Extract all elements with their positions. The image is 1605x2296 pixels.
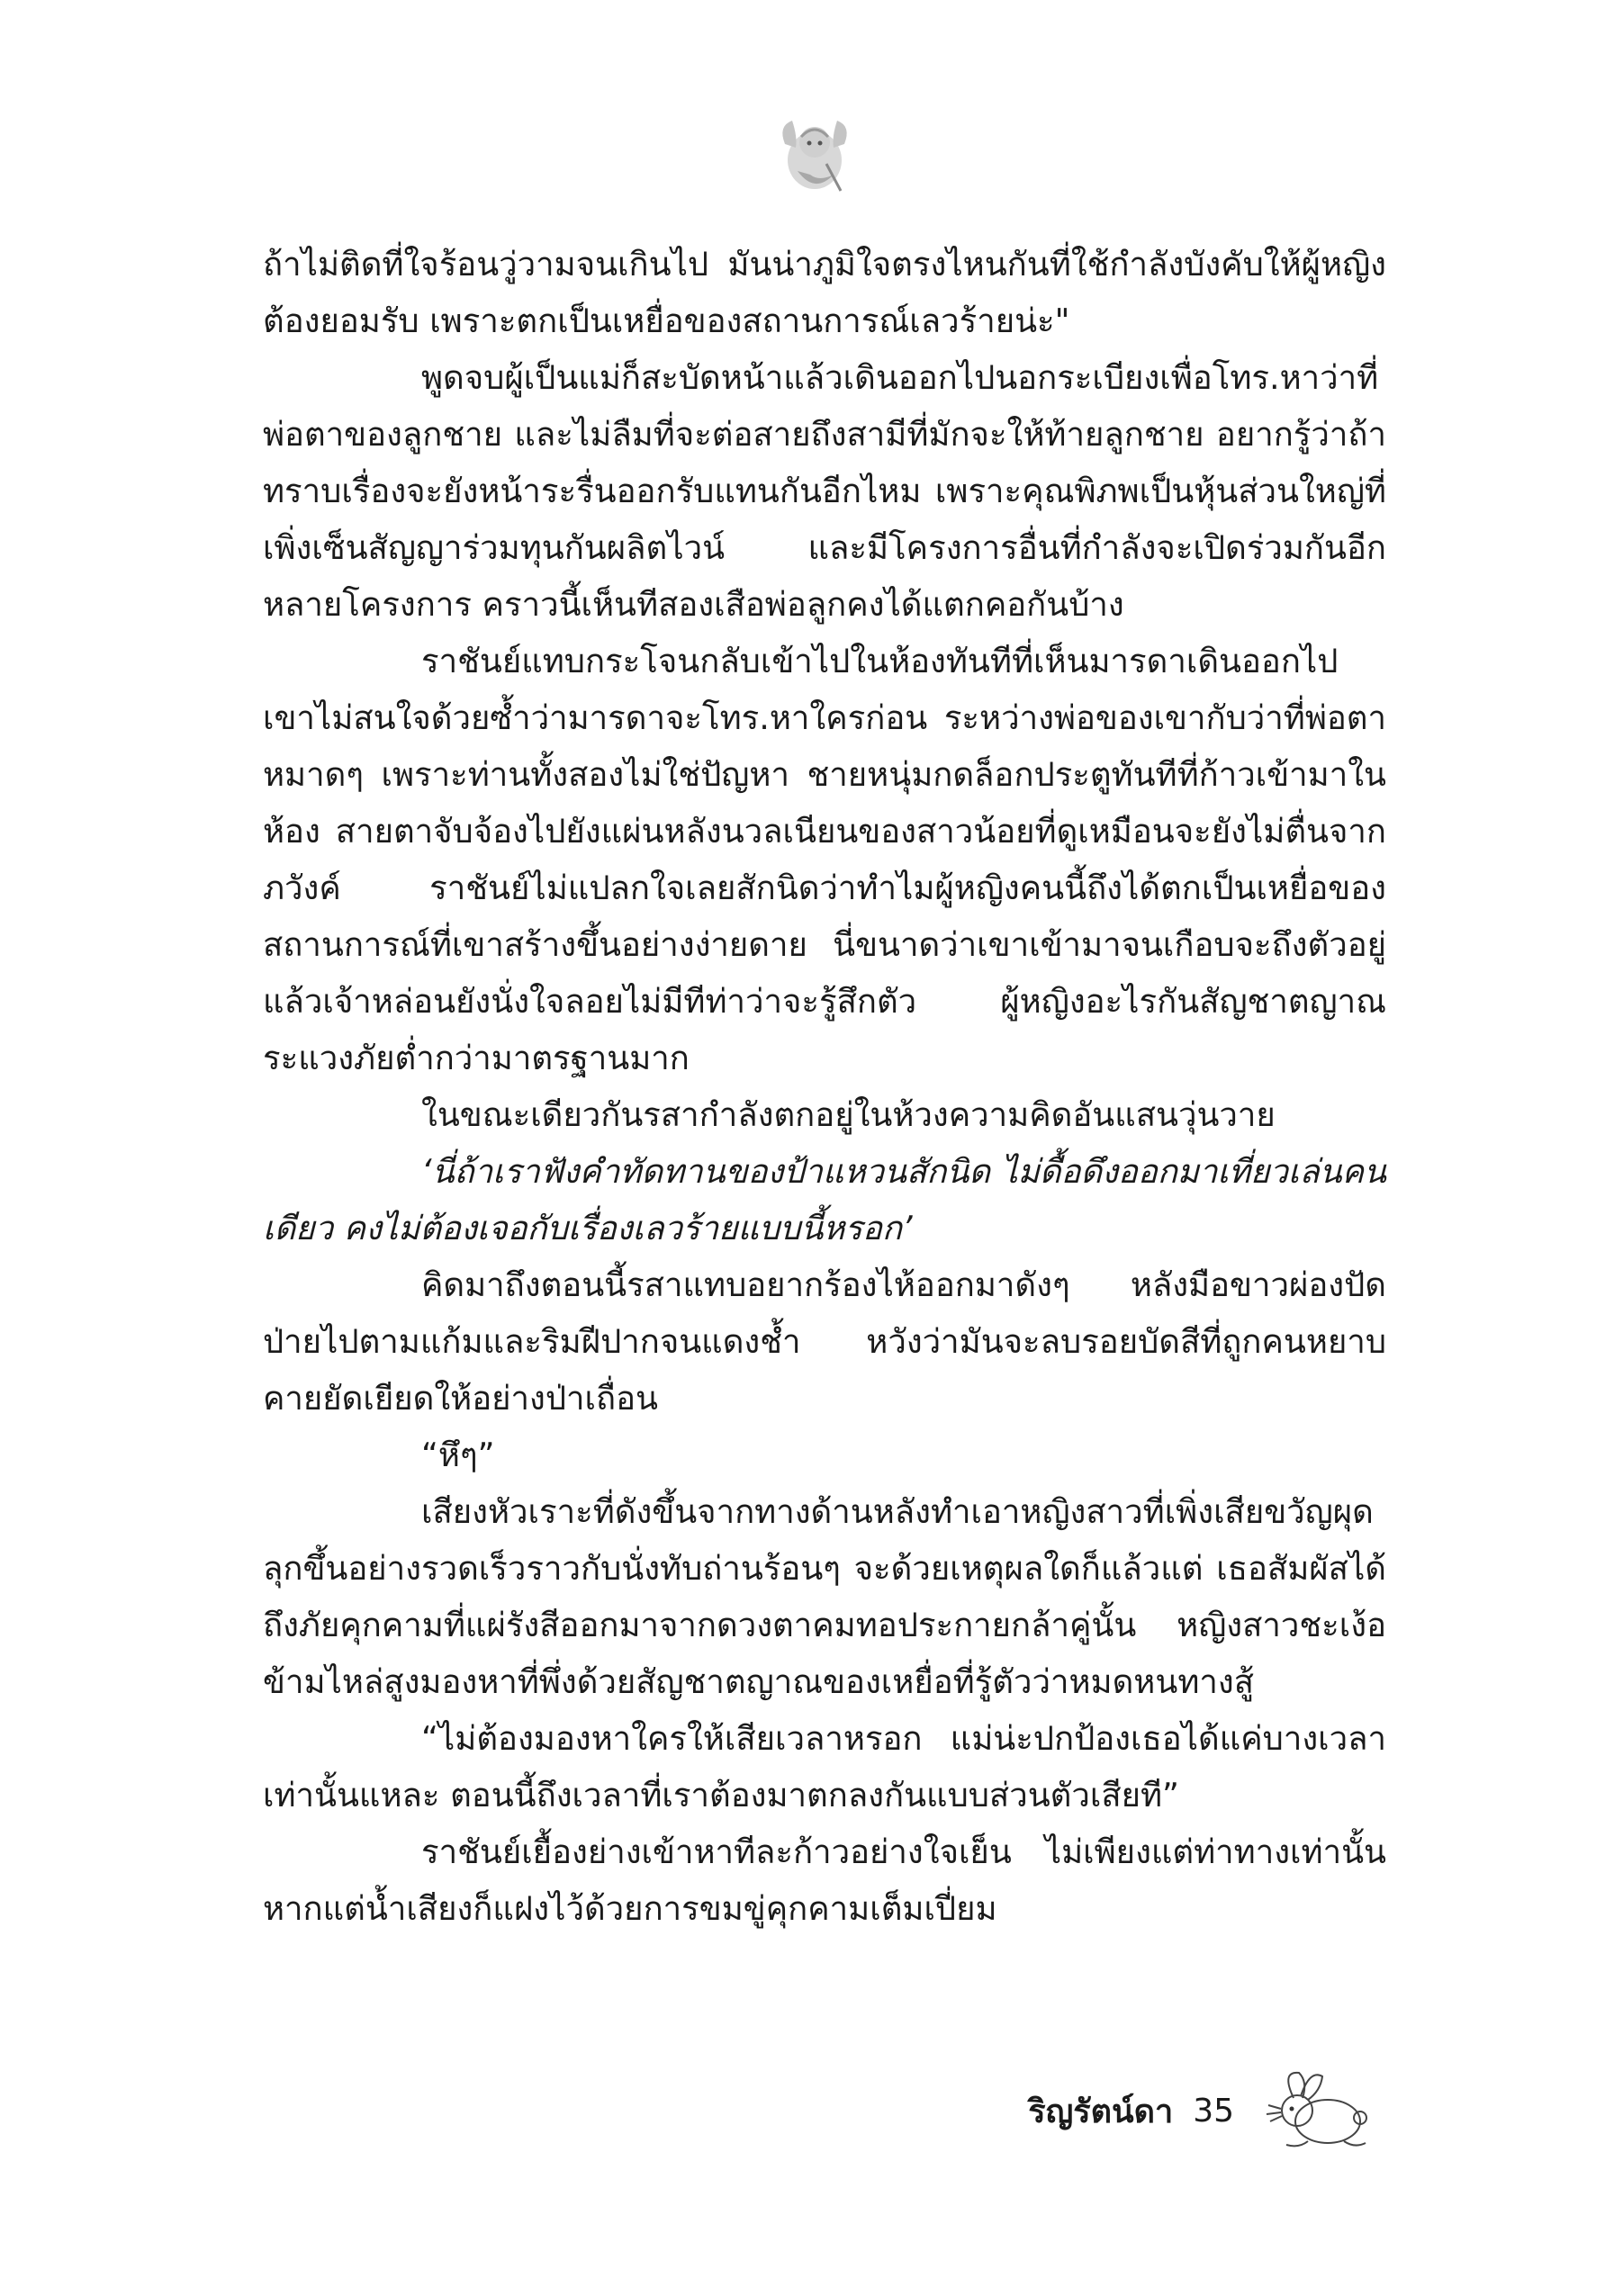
page-footer bbox=[1028, 2066, 1389, 2156]
paragraph: คิดมาถึงตอนนี้รสาแทบอยากร้องไห้ออกมาดังๆ หลังมือขาวผ่องปัดป่ายไปตามแก้มและริมฝีปากจนแดงช้ำ หวังว่ามันจะลบรอยบัดสีที่ถูกคนหยาบคายยัดเยียดให้อย่างป่าเถื่อน bbox=[263, 1265, 1386, 1418]
paragraph: ‘นี่ถ้าเราฟังคำทัดทานของป้าแหวนสักนิด ไม่ดื้อดึงออกมาเที่ยวเล่นคนเดียว คงไม่ต้องเจอกับเรื่องเลวร้ายแบบนี้หรอก’ bbox=[263, 1152, 1386, 1247]
rabbit-icon bbox=[1254, 2066, 1389, 2156]
paragraph: ราชันย์เยื้องย่างเข้าหาทีละก้าวอย่างใจเย็น ไม่เพียงแต่ท่าทางเท่านั้นหากแต่น้ำเสียงก็แฝงไว้ด้วยการขมขู่คุกคามเต็มเปี่ยม bbox=[263, 1832, 1386, 1928]
author-name: ริญรัตน์ดา bbox=[1028, 2093, 1174, 2130]
paragraph: เสียงหัวเราะที่ดังขึ้นจากทางด้านหลังทำเอาหญิงสาวที่เพิ่งเสียขวัญผุดลุกขึ้นอย่างรวดเร็วราวกับนั่งทับถ่านร้อนๆ จะด้วยเหตุผลใดก็แล้วแต่ เธอสัมผัสได้ถึงภัยคุกคามที่แผ่รังสีออกมาจากดวงตาคมทอประกายกล้าคู่นั้น หญิงสาวชะเง้อข้ามไหล่สูงมองหาที่พึ่งด้วยสัญชาตญาณของเหยื่อที่รู้ตัวว่าหมดหนทางสู้ bbox=[263, 1492, 1386, 1701]
paragraph: พูดจบผู้เป็นแม่ก็สะบัดหน้าแล้วเดินออกไปนอกระเบียงเพื่อโทร.หาว่าที่พ่อตาของลูกชาย และไม่ลืมที่จะต่อสายถึงสามีที่มักจะให้ท้ายลูกชาย อยากรู้ว่าถ้าทราบเรื่องจะยังหน้าระรื่นออกรับแทนกันอีกไหม เพราะคุณพิภพเป็นหุ้นส่วนใหญ่ที่เพิ่งเซ็นสัญญาร่วมทุนกันผลิตไวน์ และมีโครงการอื่นที่กำลังจะเปิดร่วมกันอีกหลายโครงการ คราวนี้เห็นทีสองเสือพ่อลูกคงได้แตกคอกันบ้าง bbox=[263, 358, 1386, 624]
paragraph: “หึๆ” bbox=[421, 1436, 495, 1474]
paragraph: “ไม่ต้องมองหาใครให้เสียเวลาหรอก แม่น่ะปกป้องเธอได้แค่บางเวลาเท่านั้นแหละ ตอนนี้ถึงเวลาที่เราต้องมาตกลงกันแบบส่วนตัวเสียที” bbox=[263, 1719, 1386, 1814]
paragraph: ราชันย์แทบกระโจนกลับเข้าไปในห้องทันทีที่เห็นมารดาเดินออกไป เขาไม่สนใจด้วยซ้ำว่ามารดาจะโทร.หาใครก่อน ระหว่างพ่อของเขากับว่าที่พ่อตาหมาดๆ เพราะท่านทั้งสองไม่ใช่ปัญหา ชายหนุ่มกดล็อกประตูทันทีที่ก้าวเข้ามาในห้อง สายตาจับจ้องไปยังแผ่นหลังนวลเนียนของสาวน้อยที่ดูเหมือนจะยังไม่ตื่นจากภวังค์ ราชันย์ไม่แปลกใจเลยสักนิดว่าทำไมผู้หญิงคนนี้ถึงได้ตกเป็นเหยื่อของสถานการณ์ที่เขาสร้างขึ้นอย่างง่ายดาย นี่ขนาดว่าเขาเข้ามาจนเกือบจะถึงตัวอยู่แล้วเจ้าหล่อนยังนั่งใจลอยไม่มีทีท่าว่าจะรู้สึกตัว ผู้หญิงอะไรกันสัญชาตญาณระแวงภัยต่ำกว่ามาตรฐานมาก bbox=[263, 642, 1386, 1077]
paragraph: ในขณะเดียวกันรสากำลังตกอยู่ในห้วงความคิดอันแสนวุ่นวาย bbox=[421, 1095, 1276, 1134]
chapter-text bbox=[263, 236, 1386, 1937]
paragraph: ถ้าไม่ติดที่ใจร้อนวู่วามจนเกินไป มันน่าภูมิใจตรงไหนกันที่ใช้กำลังบังคับให้ผู้หญิงต้องยอมรับ เพราะตกเป็นเหยื่อของสถานการณ์เลวร้ายน่ะ" bbox=[263, 245, 1386, 340]
page-number: 35 bbox=[1193, 2092, 1234, 2129]
cherub-ornament-icon bbox=[774, 108, 855, 198]
